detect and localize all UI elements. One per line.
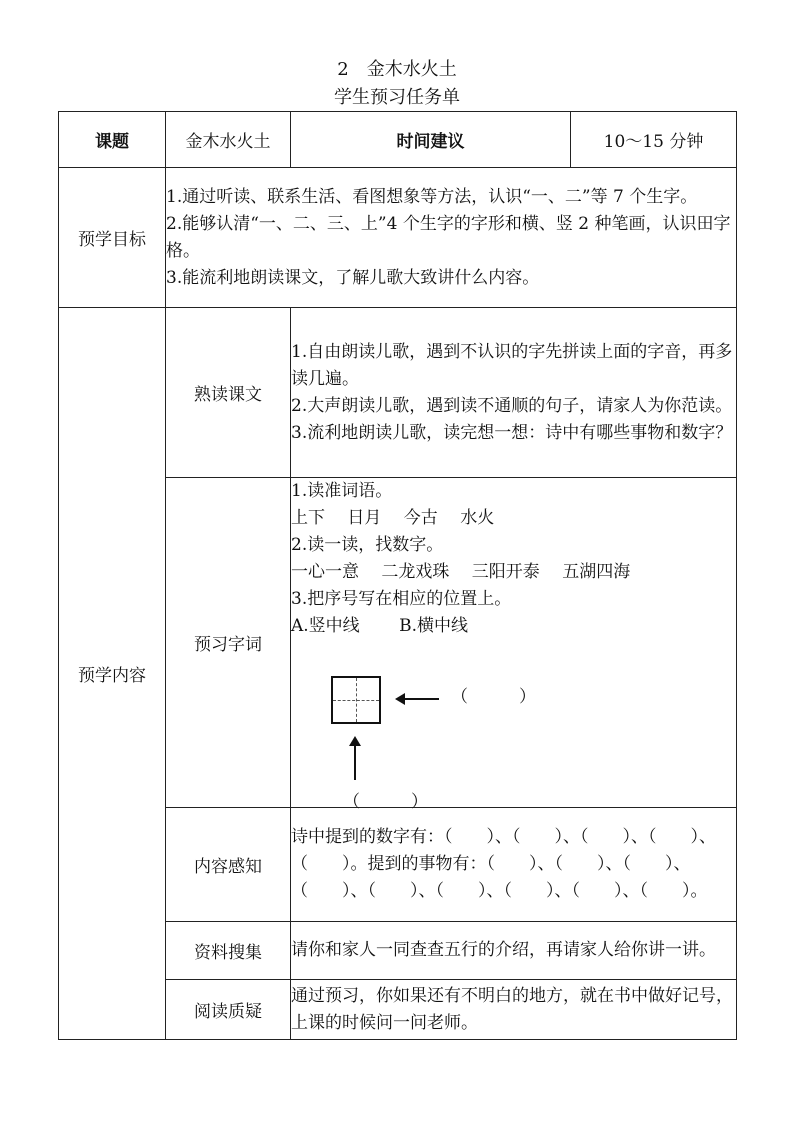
preview-task-table — [58, 111, 737, 1040]
reading-row — [59, 308, 737, 478]
words-line: 1.读准词语。 — [291, 481, 393, 501]
topic-label: 课题 — [59, 112, 166, 168]
tian-zi-grid — [331, 676, 381, 724]
answer-blank-bottom[interactable]: （ ） — [343, 792, 428, 812]
words-label: 预习字词 — [166, 478, 291, 808]
time-value: 10～15 分钟 — [571, 112, 737, 168]
lesson-name: 金木水火土 — [366, 59, 457, 80]
reading-item: 1.自由朗读儿歌，遇到不认识的字先拼读上面的字音，再多读几遍。 — [291, 341, 733, 389]
reading-content — [291, 308, 737, 478]
arrow-left-icon — [397, 698, 439, 700]
goals-content — [166, 168, 737, 308]
goal-item: 3.能流利地朗读课文，了解儿歌大致讲什么内容。 — [166, 267, 540, 288]
words-line: 2.读一读，找数字。 — [291, 535, 444, 555]
words-line: 上下 日月 今古 水火 — [291, 508, 495, 528]
lesson-title — [0, 58, 794, 82]
tian-grid-exercise — [291, 640, 736, 812]
research-label: 资料搜集 — [166, 922, 291, 980]
arrow-up-icon — [354, 738, 356, 780]
answer-blank-right[interactable]: （ ） — [451, 687, 536, 707]
goals-row — [59, 168, 737, 308]
goal-item: 1.通过听读、联系生活、看图想象等方法，认识“一、二”等 7 个生字。 — [166, 186, 698, 207]
topic-value: 金木水火土 — [166, 112, 291, 168]
words-line: 一心一意 二龙戏珠 三阳开泰 五湖四海 — [291, 562, 631, 582]
sheet-subtitle: 学生预习任务单 — [334, 87, 460, 108]
time-label: 时间建议 — [291, 112, 571, 168]
perception-label: 内容感知 — [166, 808, 291, 922]
reading-item: 2.大声朗读儿歌，遇到读不通顺的句子，请家人为你范读。 — [291, 395, 733, 416]
reading-item: 3.流利地朗读儿歌，读完想一想：诗中有哪些事物和数字？ — [291, 422, 733, 443]
vertical-center-line — [356, 678, 357, 722]
words-line: 3.把序号写在相应的位置上。 — [291, 589, 512, 609]
reading-label: 熟读课文 — [166, 308, 291, 478]
topic-row — [59, 112, 737, 168]
lesson-number: 2 — [337, 59, 349, 80]
content-label: 预学内容 — [59, 308, 166, 1040]
words-content — [291, 478, 737, 812]
research-content: 请你和家人一同查查五行的介绍，再请家人给你讲一讲。 — [291, 922, 737, 980]
goals-label: 预学目标 — [59, 168, 166, 308]
questions-content: 通过预习，你如果还有不明白的地方，就在书中做好记号，上课的时候问一问老师。 — [291, 980, 737, 1040]
goal-item: 2.能够认清“一、二、三、上”4 个生字的字形和横、竖 2 种笔画，认识田字格。 — [166, 213, 731, 261]
perception-content[interactable]: 诗中提到的数字有：（ ）、（ ）、（ ）、（ ）、（ ）。提到的事物有：（ ）、（ ）、（ ）、（ ）、（ ）、（ ）、（ ）、（ ）、（ ）。 — [291, 808, 737, 922]
words-line: A.竖中线 B.横中线 — [291, 616, 468, 636]
questions-label: 阅读质疑 — [166, 980, 291, 1040]
